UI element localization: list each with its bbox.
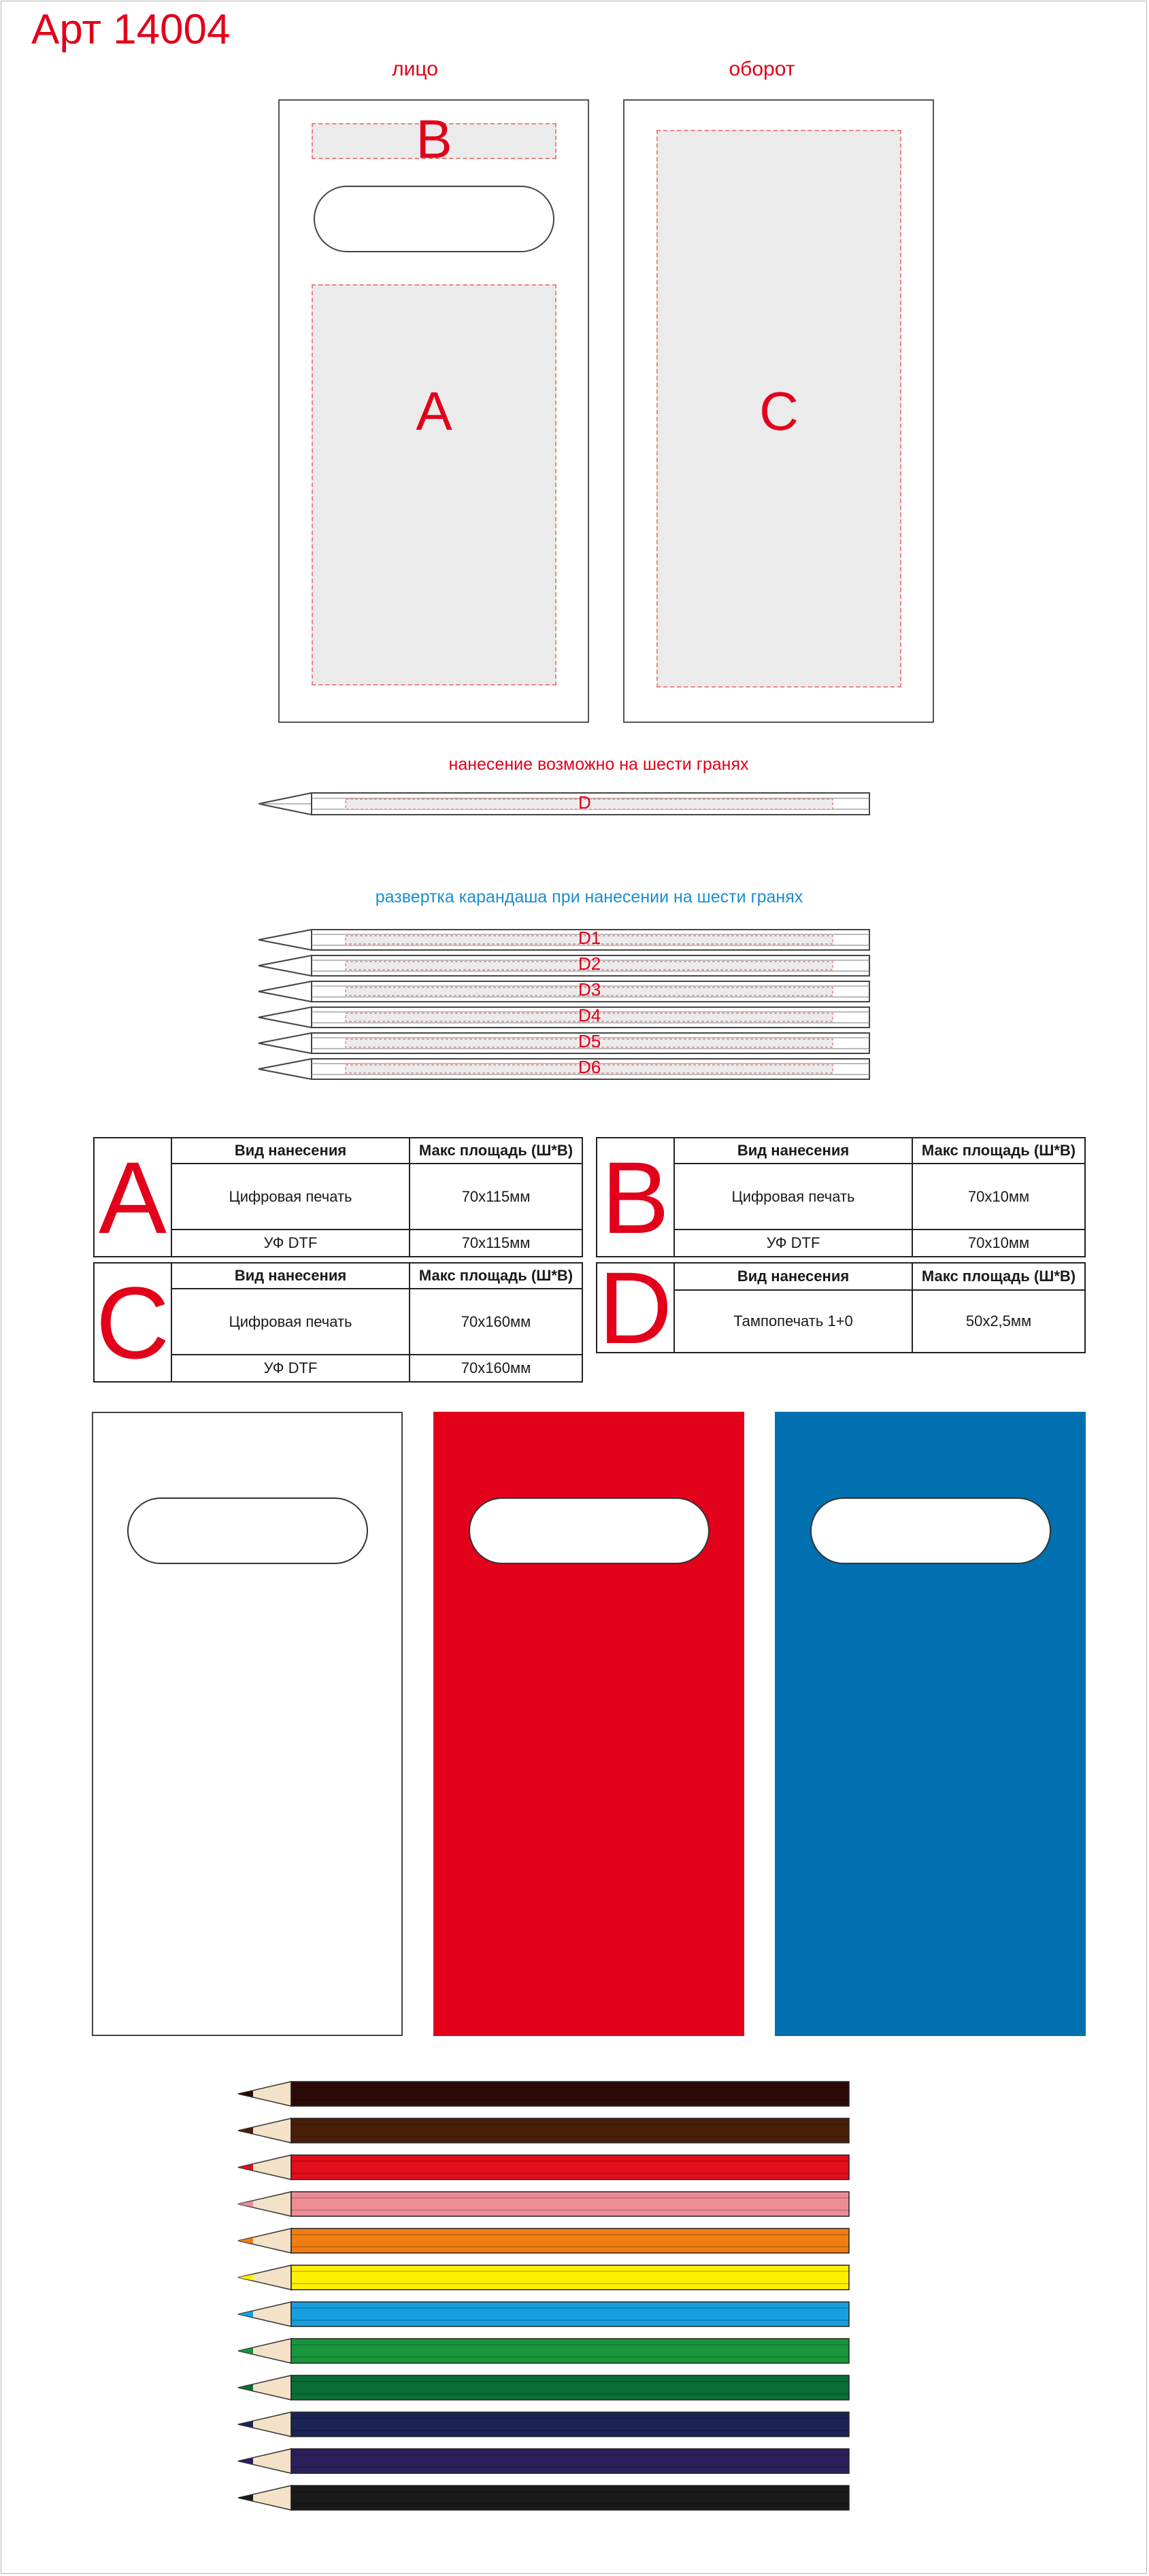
spec-b-row1-method: Цифровая печать [674, 1164, 912, 1230]
pencil-color-10 [238, 2412, 849, 2437]
spec-c-row1-method: Цифровая печать [171, 1289, 410, 1355]
spec-table-d [596, 1251, 1086, 1365]
unfold-label-5: D5 [578, 1031, 601, 1051]
spec-table-c [93, 1262, 583, 1383]
spec-d-header-method: Вид нанесения [674, 1263, 912, 1290]
pencil-single [256, 789, 871, 819]
spec-c-row2-method: УФ DTF [171, 1355, 410, 1382]
spec-d-row1-method: Тампопечать 1+0 [674, 1290, 912, 1353]
cover-red-cutout [469, 1497, 710, 1564]
pencil-color-3 [238, 2155, 849, 2180]
note-six-faces: нанесение возможно на шести гранях [448, 755, 749, 774]
pencil-color-4 [238, 2192, 849, 2216]
spec-table-a [93, 1137, 583, 1257]
cover-white-cutout [127, 1497, 368, 1564]
pencil-colors [235, 2078, 850, 2520]
spec-a-letter: A [98, 1140, 167, 1255]
spec-b-letter: B [601, 1140, 670, 1255]
spec-a-letter-cell [94, 1138, 171, 1257]
spec-c-header-method: Вид нанесения [171, 1263, 410, 1289]
pencil-color-1 [238, 2082, 849, 2106]
pencil-color-7 [238, 2302, 849, 2326]
unfold-pencil-5 [256, 1030, 871, 1057]
spec-d-letter-cell [597, 1251, 674, 1365]
zone-a [312, 284, 556, 685]
spec-c-header-area: Макс площадь (Ш*В) [410, 1263, 582, 1289]
spec-a-row2-method: УФ DTF [171, 1230, 410, 1257]
pencil-color-5 [238, 2228, 849, 2253]
zone-a-letter: A [416, 381, 452, 441]
unfold-label-3: D3 [578, 979, 601, 1000]
cover-red [433, 1412, 744, 2036]
cover-blue-cutout [810, 1497, 1051, 1564]
pencil-color-2 [238, 2118, 849, 2143]
spec-a-row1-area: 70х115мм [410, 1164, 582, 1230]
spec-b-header-area: Макс площадь (Ш*В) [912, 1138, 1085, 1164]
pencil-color-8 [238, 2339, 849, 2363]
spec-d-letter: D [598, 1251, 673, 1365]
unfold-pencil-6 [256, 1055, 871, 1083]
zone-d-letter: D [578, 792, 591, 813]
cover-white [92, 1412, 403, 2036]
article-title: Арт 14004 [31, 6, 231, 53]
spec-a-row1-method: Цифровая печать [171, 1164, 410, 1230]
zone-b-letter: B [416, 109, 452, 169]
front-cutout [314, 186, 554, 252]
pencil-color-12 [238, 2486, 849, 2510]
front-label: лицо [392, 58, 438, 80]
spec-c-row2-area: 70х160мм [410, 1355, 582, 1382]
spec-d-row1-area: 50х2,5мм [912, 1290, 1085, 1353]
unfold-label-2: D2 [578, 953, 601, 974]
cover-blue [775, 1412, 1086, 2036]
unfold-pencil-2 [256, 952, 871, 979]
unfold-pencil-3 [256, 978, 871, 1005]
spec-c-letter-cell [94, 1263, 171, 1382]
spec-d-header-area: Макс площадь (Ш*В) [912, 1263, 1085, 1290]
unfold-label-4: D4 [578, 1005, 601, 1026]
unfold-pencil-1 [256, 926, 871, 953]
spec-c-letter: C [95, 1265, 170, 1380]
spec-b-letter-cell [597, 1138, 674, 1257]
back-label: оборот [729, 58, 795, 80]
unfold-pencil-4 [256, 1004, 871, 1031]
spec-b-row1-area: 70х10мм [912, 1164, 1085, 1230]
unfold-label-1: D1 [578, 928, 601, 948]
zone-c-letter: C [759, 381, 799, 441]
spec-a-header-method: Вид нанесения [171, 1138, 410, 1164]
spec-a-header-area: Макс площадь (Ш*В) [410, 1138, 582, 1164]
spec-a-row2-area: 70х115мм [410, 1230, 582, 1257]
pencil-color-11 [238, 2449, 849, 2473]
spec-b-header-method: Вид нанесения [674, 1138, 912, 1164]
pencil-color-9 [238, 2375, 849, 2400]
pencil-color-6 [238, 2265, 849, 2290]
spec-b-row2-area: 70х10мм [912, 1230, 1085, 1257]
spec-c-row1-area: 70х160мм [410, 1289, 582, 1355]
unfold-label-6: D6 [578, 1057, 601, 1077]
spec-table-b [596, 1137, 1086, 1257]
unfold-diagram [256, 926, 871, 1096]
spec-b-row2-method: УФ DTF [674, 1230, 912, 1257]
note-unfold: развертка карандаша при нанесении на шести гранях [375, 887, 803, 906]
